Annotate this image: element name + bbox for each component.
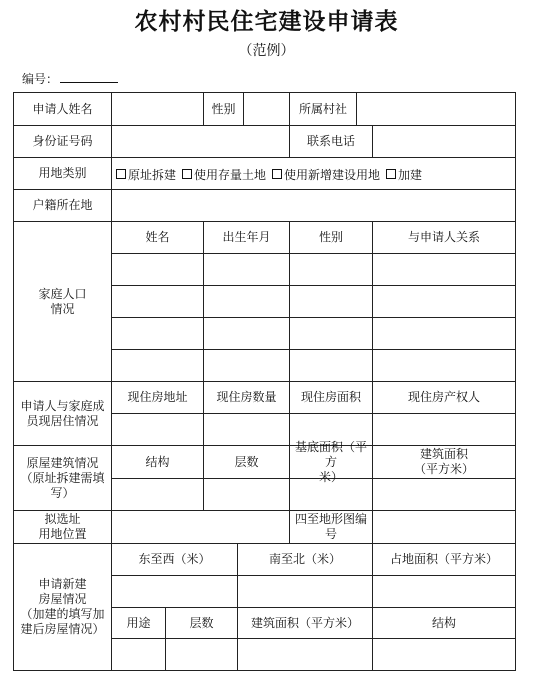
south-north-label: 南至北（米）	[268, 552, 341, 566]
residence-label: 申请人与家庭成 员现居住情况	[20, 398, 105, 428]
phone-field[interactable]	[373, 126, 515, 157]
original-structure-label: 结构	[145, 454, 170, 469]
original-building-area-label: 建筑面积 （平方米）	[413, 447, 474, 476]
land-option-new[interactable]	[272, 166, 380, 183]
applicant-name-field[interactable]	[112, 93, 203, 125]
land-option-label: 使用新增建设用地	[284, 167, 381, 182]
land-option-label: 使用存量土地	[194, 167, 267, 182]
land-option-addition[interactable]	[386, 166, 422, 183]
map-number-label: 四至地形图编 号	[294, 512, 367, 541]
phone-label: 联系电话	[306, 134, 355, 148]
family-col-relation: 与申请人关系	[407, 230, 480, 244]
original-label: 原屋建筑情况 （原址拆建需填 写）	[20, 455, 105, 500]
east-west-label: 东至西（米）	[138, 552, 211, 566]
use-label: 用途	[126, 615, 151, 630]
applicant-name-label: 申请人姓名	[32, 101, 93, 116]
land-option-rebuild[interactable]	[116, 166, 176, 183]
map-number-field[interactable]	[373, 511, 515, 543]
village-field[interactable]	[357, 93, 515, 125]
original-base-area-label: 基底面积（平方 米）	[294, 439, 367, 484]
family-col-name: 姓名	[145, 230, 170, 244]
form-subtitle: （范例）	[238, 43, 295, 59]
household-reg-field[interactable]	[112, 190, 515, 221]
gender-label: 性别	[211, 101, 236, 116]
residence-col-address: 现住房地址	[127, 390, 188, 404]
residence-col-owner: 现住房产权人	[407, 390, 480, 404]
family-col-gender: 性别	[318, 230, 343, 244]
land-area-label: 占地面积（平方米）	[389, 552, 498, 566]
land-option-existing[interactable]	[182, 166, 266, 183]
original-floors-label: 层数	[234, 454, 259, 469]
id-number-label: 身份证号码	[32, 134, 93, 148]
family-col-birth: 出生年月	[222, 230, 271, 244]
household-reg-label: 户籍所在地	[32, 198, 93, 212]
checkbox[interactable]	[116, 169, 126, 179]
land-option-label: 加建	[398, 167, 423, 182]
gender-field[interactable]	[244, 93, 289, 125]
site-field[interactable]	[112, 511, 289, 543]
new-house-label: 申请新建 房屋情况 （加建的填写加 建后房屋情况）	[20, 577, 105, 636]
serial-label: 编号：	[22, 72, 59, 86]
residence-col-area: 现住房面积	[300, 390, 361, 404]
new-structure-label: 结构	[431, 615, 456, 630]
family-label: 家庭人口 情况	[38, 286, 87, 316]
id-number-field[interactable]	[112, 126, 289, 157]
form-title: 农村村民住宅建设申请表	[134, 8, 399, 35]
village-label: 所属村社	[298, 101, 347, 116]
new-building-area-label: 建筑面积（平方米）	[250, 615, 359, 630]
land-type-label: 用地类别	[38, 166, 87, 180]
checkbox[interactable]	[182, 169, 192, 179]
land-option-label: 原址拆建	[128, 167, 177, 182]
site-label: 拟选址 用地位置	[38, 512, 87, 541]
land-type-options	[116, 164, 512, 184]
checkbox[interactable]	[272, 169, 282, 179]
residence-col-count: 现住房数量	[216, 390, 277, 404]
checkbox[interactable]	[386, 169, 396, 179]
new-floors-label: 层数	[189, 615, 214, 630]
